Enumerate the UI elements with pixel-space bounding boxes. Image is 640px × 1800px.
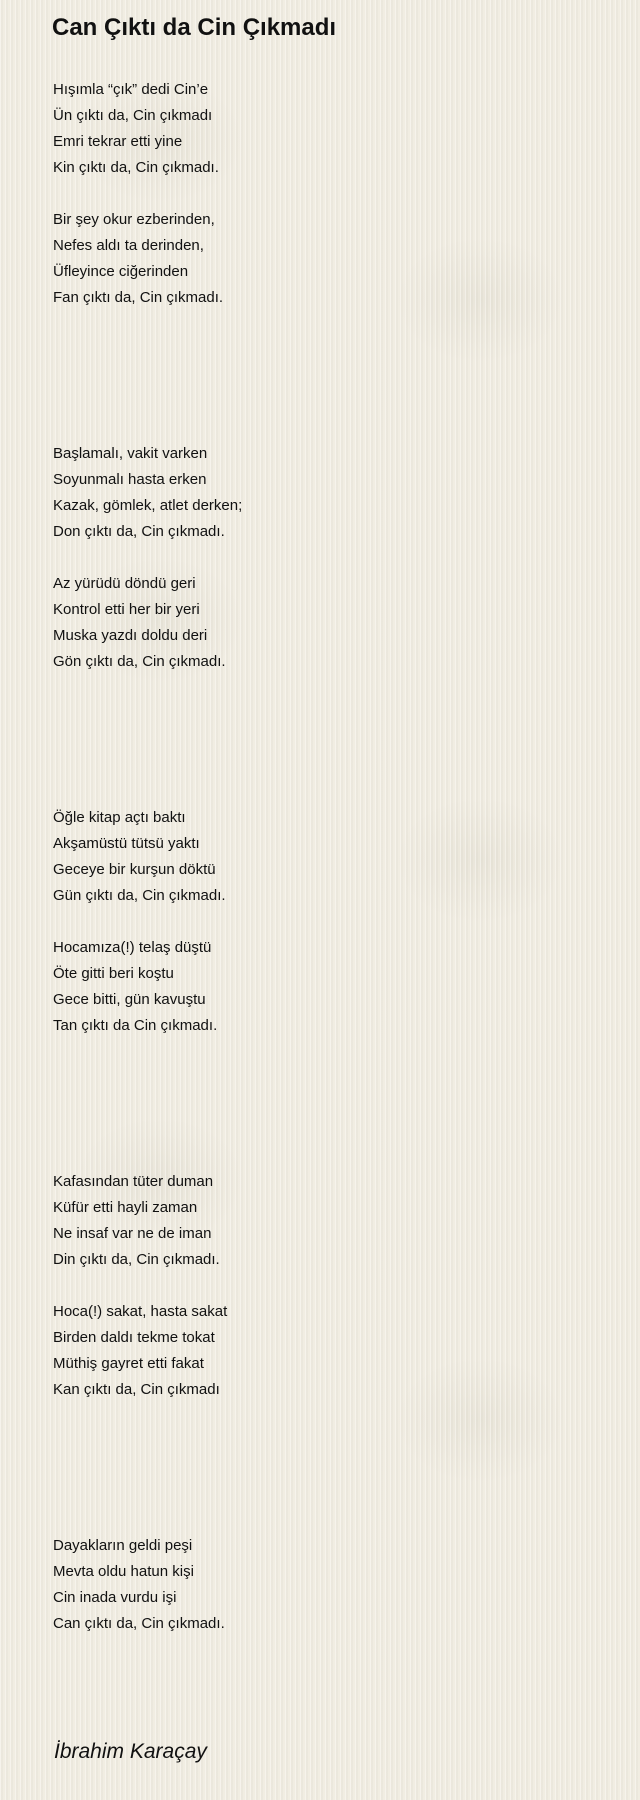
poem-line: Dayakların geldi peşi — [53, 1537, 193, 1554]
stanza — [53, 1299, 613, 1403]
poem-line: Başlamalı, vakit varken — [53, 445, 208, 462]
poem-line: Nefes aldı ta derinden, — [53, 237, 204, 254]
poem-line: Don çıktı da, Cin çıkmadı. — [53, 523, 225, 540]
poem-line: Din çıktı da, Cin çıkmadı. — [53, 1251, 220, 1268]
stanza — [53, 441, 613, 545]
stanza — [53, 1533, 613, 1637]
poem-line: Kazak, gömlek, atlet derken; — [53, 497, 243, 514]
stanza — [53, 207, 613, 311]
poem-line: Hocamıza(!) telaş düştü — [53, 939, 212, 956]
poem-line: Geceye bir kurşun döktü — [53, 861, 216, 878]
stanza — [53, 77, 613, 181]
poem-line: Gön çıktı da, Cin çıkmadı. — [53, 653, 226, 670]
poem-line: Birden daldı tekme tokat — [53, 1329, 215, 1346]
poem-line: Can çıktı da, Cin çıkmadı. — [53, 1615, 225, 1632]
stanza — [53, 571, 613, 675]
poem-line: Gece bitti, gün kavuştu — [53, 991, 206, 1008]
stanza — [53, 805, 613, 909]
poem-line: Tan çıktı da Cin çıkmadı. — [53, 1017, 218, 1034]
poem-line: Bir şey okur ezberinden, — [53, 211, 215, 228]
poem-line: Az yürüdü döndü geri — [53, 575, 196, 592]
poem-line: Cin inada vurdu işi — [53, 1589, 177, 1606]
poem-line: Hoca(!) sakat, hasta sakat — [53, 1303, 228, 1320]
poem-line: Soyunmalı hasta erken — [53, 471, 207, 488]
poem-line: Kafasından tüter duman — [53, 1173, 214, 1190]
poem-line: Ün çıktı da, Cin çıkmadı — [53, 107, 213, 124]
poem-line: Öğle kitap açtı baktı — [53, 809, 186, 826]
poem-line: Kin çıktı da, Cin çıkmadı. — [53, 159, 219, 176]
poem-line: Kan çıktı da, Cin çıkmadı — [53, 1381, 220, 1398]
poem-line: Ne insaf var ne de iman — [53, 1225, 212, 1242]
poem-line: Üfleyince ciğerinden — [53, 263, 189, 280]
poem-body — [53, 77, 613, 1637]
poem-line: Fan çıktı da, Cin çıkmadı. — [53, 289, 224, 306]
poem-line: Gün çıktı da, Cin çıkmadı. — [53, 887, 226, 904]
poem-line: Öte gitti beri koştu — [53, 965, 174, 982]
poem-line: Emri tekrar etti yine — [53, 133, 183, 150]
poem-line: Muska yazdı doldu deri — [53, 627, 208, 644]
poem-title: Can Çıktı da Cin Çıkmadı — [52, 14, 337, 41]
stanza — [53, 935, 613, 1039]
poem-line: Müthiş gayret etti fakat — [53, 1355, 204, 1372]
poem-line: Akşamüstü tütsü yaktı — [53, 835, 200, 852]
poem-line: Hışımla “çık” dedi Cin’e — [53, 81, 209, 98]
stanza — [53, 1169, 613, 1273]
poem-line: Mevta oldu hatun kişi — [53, 1563, 194, 1580]
poem-line: Küfür etti hayli zaman — [53, 1199, 198, 1216]
poem-line: Kontrol etti her bir yeri — [53, 601, 200, 618]
poem-author: İbrahim Karaçay — [54, 1740, 207, 1763]
